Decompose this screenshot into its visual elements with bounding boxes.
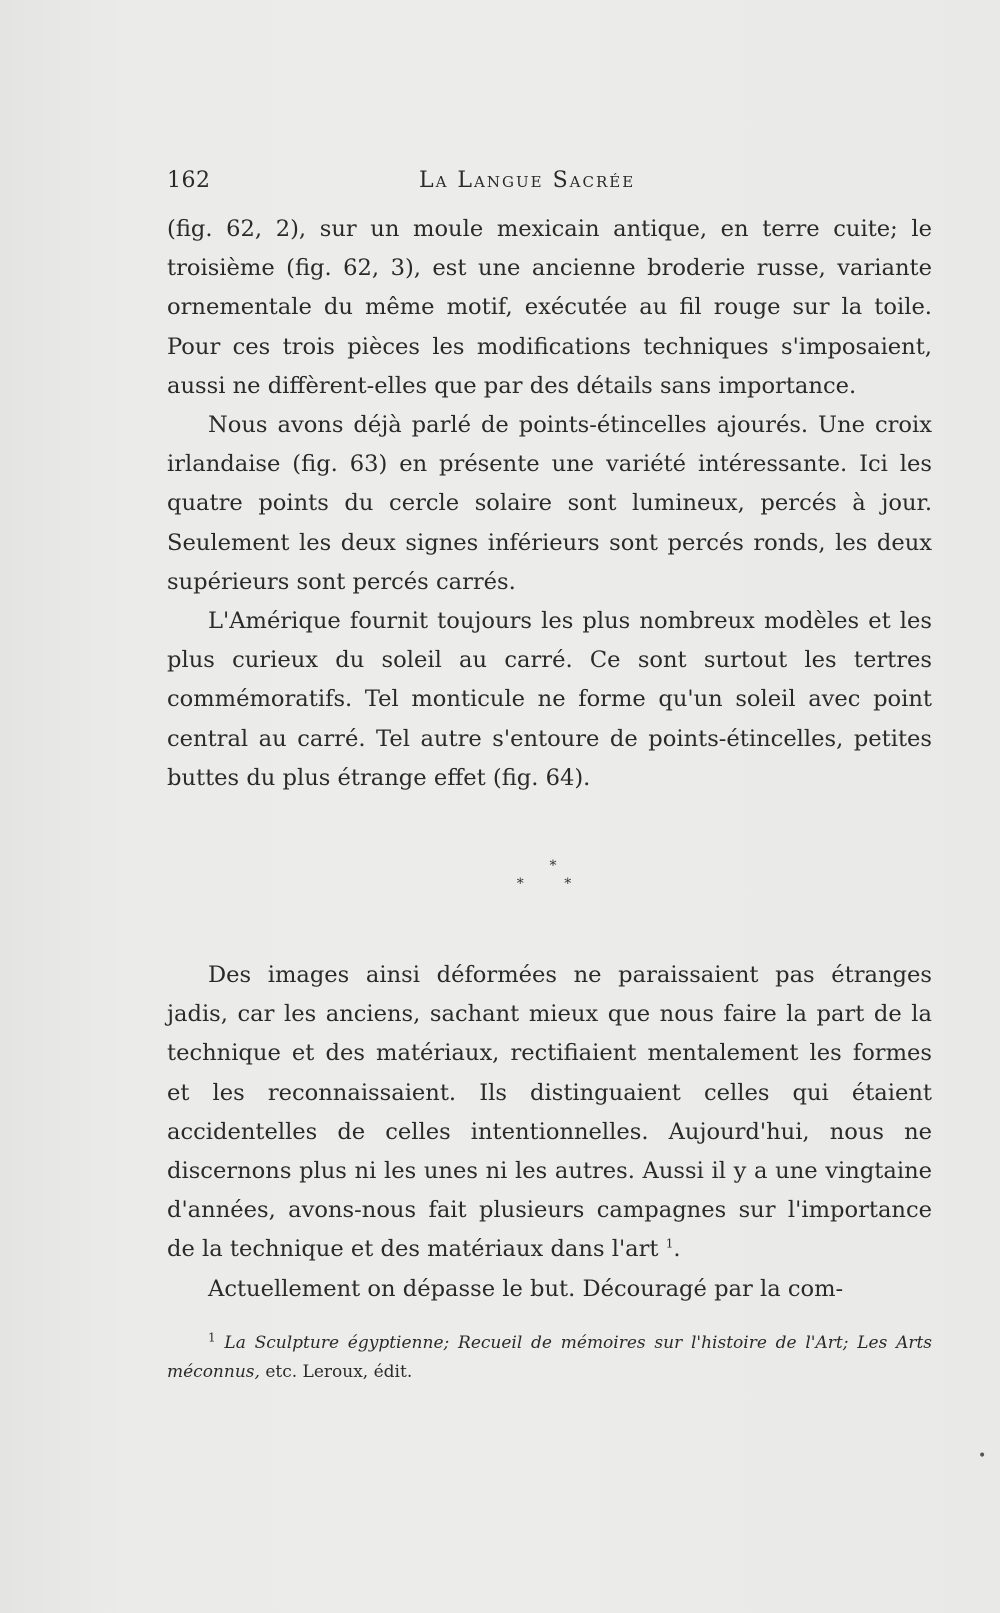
body-text-bottom [167,956,932,1309]
footnote [167,1329,932,1387]
footnote-text [167,1329,932,1387]
stray-print-mark: • [978,1448,987,1464]
footnote-title-3: Les Arts méconnus, [167,1333,933,1382]
paragraph: Nous avons déjà parlé de points-étincelles ajourés. Une croix irlandaise (fig. 63) en présente une variété intéressante. Ici les quatre points du cercle solaire sont lumineux, percés à jour. Seulement les deux signes inférieurs sont percés ronds, les deux supérieurs sont percés carrés. [167,412,932,595]
footnote-title-1: La Sculpture égyptienne; [224,1333,450,1353]
paragraph: Actuellement on dépasse le but. Découragé par la com- [208,1275,844,1302]
paragraph: (fig. 62, 2), sur un moule mexicain antique, en terre cuite; le troisième (fig. 62, 3), est une ancienne broderie russe, variante ornementale du même motif, exécutée au fil rouge sur la toile. Pour ces trois pièces les modifications techniques s'imposaient, aussi ne diffèrent-elles que par des détails sans importance. [167,216,932,399]
paragraph: L'Amérique fournit toujours les plus nombreux modèles et les plus curieux du soleil au carré. Ce sont surtout les tertres commémoratifs. Tel monticule ne forme qu'un soleil avec point central au carré. Tel autre s'entoure de points-étincelles, petites buttes du plus étrange effet (fig. 64). [167,608,932,791]
footnote-reference: 1 [665,1236,674,1251]
paragraph-end-punctuation: . [673,1236,681,1263]
page-header [167,168,932,198]
page-number: 162 [167,168,211,193]
running-title: La Langue Sacrée [419,168,636,193]
asterism-star-top: * [549,858,557,874]
footnote-publisher: etc. Leroux, édit. [265,1362,413,1382]
paragraph-text: Des images ainsi déformées ne paraissaient pas étranges jadis, car les anciens, sachant mieux que nous faire la part de la technique et des matériaux, rectifiaient mentalement les formes et les reconnaissaient. Ils distinguaient celles qui étaient accidentelles de celles intentionnelles. Aujourd'hui, nous ne discernons plus ni les unes ni les autres. Aussi il y a une vingtaine d'années, avons-nous fait plusieurs campagnes sur l'importance de la technique et des matériaux dans l'art [167,962,932,1263]
footnote-title-2: Recueil de mémoires sur l'histoire de l'Art; [458,1333,849,1353]
body-text-top [167,210,932,798]
footnote-mark: 1 [208,1330,216,1345]
asterism-stars-bottom: * * [516,876,590,892]
paragraph [167,956,932,1270]
